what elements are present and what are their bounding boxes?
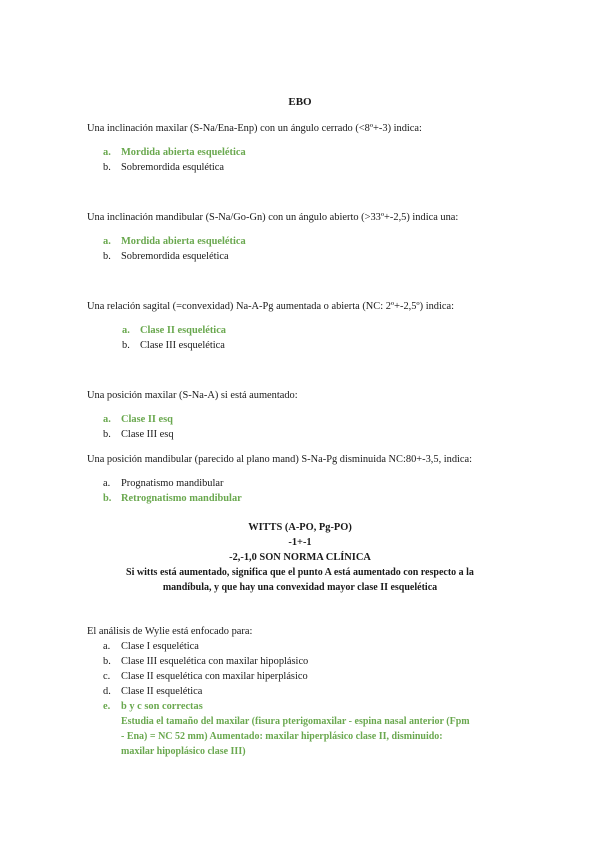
option-marker: a. bbox=[103, 478, 111, 489]
witts-value: -1+-1 bbox=[288, 537, 312, 548]
option-text: Clase II esquelética bbox=[121, 686, 203, 697]
option-text: Clase II esq bbox=[121, 414, 173, 425]
q6-option-d bbox=[103, 684, 203, 699]
option-text: Retrognatismo mandibular bbox=[121, 493, 242, 504]
page-title: EBO bbox=[288, 96, 312, 108]
question-3: Una relación sagital (=convexidad) Na-A-Pg aumentada o abierta (NC: 2º+-2,5º) indica: bbox=[87, 301, 454, 312]
option-text: Sobremordida esquelética bbox=[121, 251, 229, 262]
option-marker: a. bbox=[103, 414, 111, 425]
q3-option-a bbox=[122, 323, 227, 338]
q1-option-a bbox=[103, 145, 246, 160]
q2-option-b bbox=[103, 249, 229, 264]
option-text: Clase III esquelética con maxilar hipoplásico bbox=[121, 656, 309, 667]
option-text: b y c son correctas bbox=[121, 701, 203, 712]
option-marker: b. bbox=[103, 251, 111, 262]
question-2: Una inclinación mandibular (S-Na/Go-Gn) con un ángulo abierto (>33º+-2,5) indica una: bbox=[87, 212, 459, 223]
witts-heading: WITTS (A-PO, Pg-PO) bbox=[248, 522, 352, 533]
q5-option-a bbox=[103, 476, 224, 491]
option-text: Mordida abierta esquelética bbox=[121, 147, 246, 158]
option-text: Clase II esquelética bbox=[140, 325, 227, 336]
q6-option-a bbox=[103, 639, 199, 654]
q3-option-b bbox=[122, 338, 225, 353]
q6-explanation-line-1: Estudia el tamaño del maxilar (fisura pterigomaxilar - espina nasal anterior (Fpm bbox=[121, 716, 470, 727]
q4-option-b bbox=[103, 427, 174, 442]
question-6: El análisis de Wylie está enfocado para: bbox=[87, 626, 253, 637]
witts-note-line-2: mandíbula, y que hay una convexidad mayor clase II esquelética bbox=[162, 582, 438, 593]
option-marker: b. bbox=[103, 656, 111, 667]
witts-norm: -2,-1,0 SON NORMA CLÍNICA bbox=[229, 552, 371, 563]
option-marker: a. bbox=[103, 147, 111, 158]
question-1: Una inclinación maxilar (S-Na/Ena-Enp) con un ángulo cerrado (<8º+-3) indica: bbox=[87, 123, 422, 134]
witts-note-line-1: Si witts está aumentado, significa que el punto A está aumentado con respecto a la bbox=[126, 567, 474, 578]
option-text: Prognatismo mandibular bbox=[121, 478, 224, 489]
question-5: Una posición mandibular (parecido al plano mand) S-Na-Pg disminuida NC:80+-3,5, indica: bbox=[87, 454, 473, 465]
option-marker: b. bbox=[103, 162, 111, 173]
option-marker: c. bbox=[103, 671, 111, 682]
q2-option-a bbox=[103, 234, 246, 249]
option-marker: a. bbox=[103, 641, 111, 652]
option-text: Clase I esquelética bbox=[121, 641, 199, 652]
option-text: Clase III esquelética bbox=[140, 340, 225, 351]
q1-option-b bbox=[103, 160, 225, 175]
question-4: Una posición maxilar (S-Na-A) si está aumentado: bbox=[87, 390, 298, 401]
q6-explanation-line-3: maxilar hipoplásico clase III) bbox=[121, 746, 246, 757]
q6-explanation-line-2: - Ena) = NC 52 mm) Aumentado: maxilar hiperplásico clase II, disminuido: bbox=[121, 731, 443, 742]
q6-option-e bbox=[103, 699, 203, 714]
option-marker: a. bbox=[103, 236, 111, 247]
option-text: Clase II esquelética con maxilar hiperplásico bbox=[121, 671, 308, 682]
option-marker: e. bbox=[103, 701, 111, 712]
q5-option-b bbox=[103, 491, 242, 506]
option-marker: b. bbox=[103, 493, 112, 504]
q6-option-c bbox=[103, 669, 308, 684]
option-marker: a. bbox=[122, 325, 130, 336]
option-marker: b. bbox=[122, 340, 130, 351]
option-text: Clase III esq bbox=[121, 429, 174, 440]
option-text: Mordida abierta esquelética bbox=[121, 236, 246, 247]
option-marker: b. bbox=[103, 429, 111, 440]
q6-option-b bbox=[103, 654, 309, 669]
option-marker: d. bbox=[103, 686, 111, 697]
option-text: Sobremordida esqulética bbox=[121, 162, 225, 173]
q4-option-a bbox=[103, 412, 173, 427]
